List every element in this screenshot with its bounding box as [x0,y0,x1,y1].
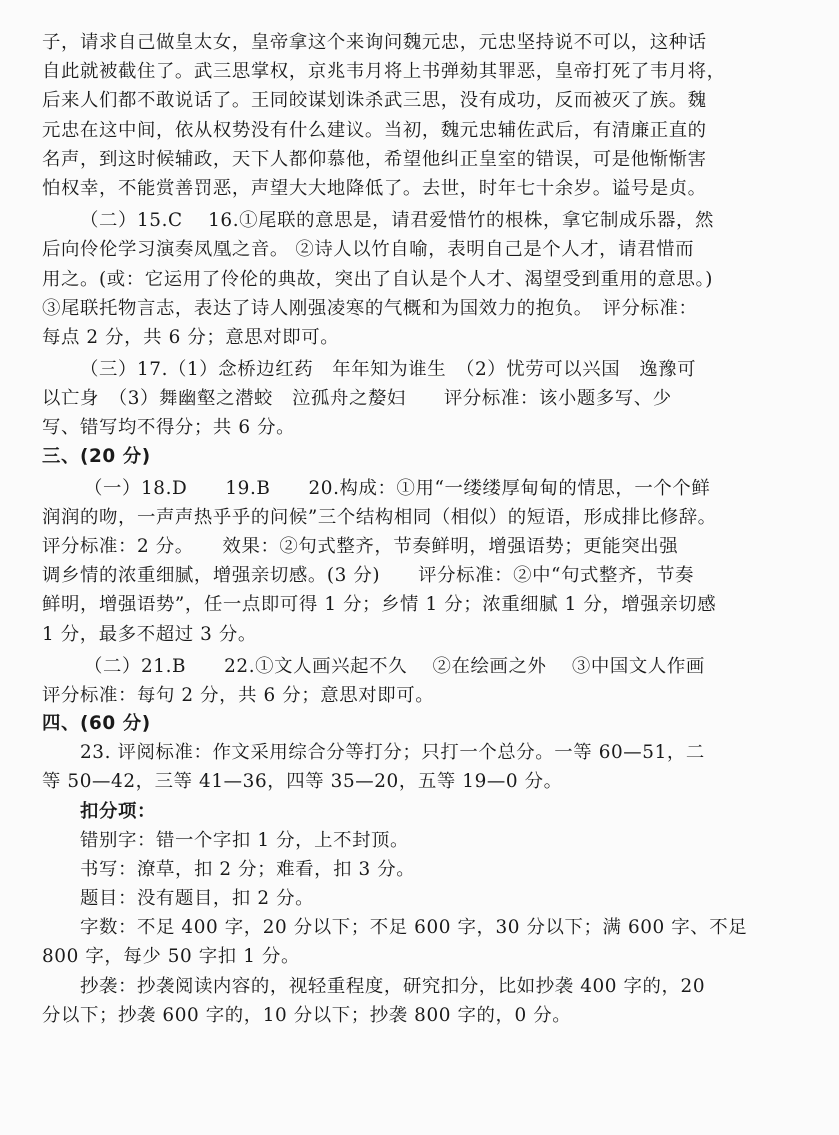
q14-line: 自此就被截住了。武三思掌权，京兆韦月将上书弹劾其罪恶，皇帝打死了韦月将， [42,61,726,83]
plagiarism-rule: 分以下；抄袭 600 字的，10 分以下；抄袭 800 字的，0 分。 [42,1004,572,1026]
page-content [42,28,804,1030]
dictation-answer-line: 以亡身 （3）舞幽壑之潜蛟 泣孤舟之嫠妇 评分标准：该小题多写、少 [42,388,672,410]
q14-line: 子，请求自己做皇太女，皇帝拿这个来询问魏元忠，元忠坚持说不可以，这种话 [42,32,707,53]
modern-reading-line: 评分标准：2 分。 效果：②句式整齐，节奏鲜明，增强语势；更能突出强 [42,536,679,557]
dictation-answer-line: （三）17.（1）念桥边红药 年年知为谁生 （2）忧劳可以兴国 逸豫可 [80,359,697,381]
word-count-rule: 800 字，每少 50 字扣 1 分。 [42,946,300,968]
q14-line: 怕权幸，不能赏善罚恶，声望大大地降低了。去世，时年七十余岁。谥号是贞。 [42,177,707,199]
modern-reading-line: 1 分，最多不超过 3 分。 [42,623,257,645]
essay-criteria-line: 等 50—42，三等 41—36，四等 35—20，五等 19—0 分。 [42,771,563,793]
literati-painting-line: （二）21.B 22.①文人画兴起不久 ②在绘画之外 ③中国文人作画 [84,655,705,677]
essay-criteria-block [42,738,804,1030]
word-count-rule: 字数：不足 400 字，20 分以下；不足 600 字，30 分以下；满 600 字、不足 [80,917,748,939]
q14-line: 元忠在这中间，依从权势没有什么建议。当初，魏元忠辅佐武后，有清廉正直的 [42,119,707,141]
modern-reading-line: 润润的吻，一声声热乎乎的问候”三个结构相同（相似）的短语，形成排比修辞。 [42,506,717,528]
poetry-answer-line: ③尾联托物言志，表达了诗人刚强凌寒的气概和为国效力的抱负。 评分标准： [42,297,698,319]
deductions-heading: 扣分项： [80,800,156,822]
part-three-heading: 三、(20 分) [42,445,151,467]
poetry-answer-line: 后向伶伦学习演奏凤凰之音。 ②诗人以竹自喻，表明自己是个人才，请君惜而 [42,239,695,261]
poetry-answers-block [42,206,804,352]
literati-painting-line: 评分标准：每句 2 分，共 6 分；意思对即可。 [42,684,435,706]
dictation-answer-line: 写、错写均不得分；共 6 分。 [42,417,296,439]
modern-reading-block [42,474,804,649]
typo-rule: 错别字：错一个字扣 1 分，上不封顶。 [80,829,410,851]
modern-reading-line: 鲜明，增强语势”，任一点即可得 1 分；乡情 1 分；浓重细腻 1 分，增强亲切感 [42,594,717,616]
q14-line: 名声，到这时候辅政，天下人都仰慕他，希望他纠正皇室的错误，可是他惭惭害 [42,148,707,170]
q14-translation-block [42,28,804,203]
plagiarism-rule: 抄袭：抄袭阅读内容的，视轻重程度，研究扣分，比如抄袭 400 字的，20 [80,975,706,997]
handwriting-rule: 书写：潦草，扣 2 分；难看，扣 3 分。 [80,858,416,880]
title-rule: 题目：没有题目，扣 2 分。 [80,888,315,910]
poetry-answer-line: 用之。(或：它运用了伶伦的典故，突出了自认是个人才、渴望受到重用的意思。) [42,268,714,290]
essay-criteria-line: 23. 评阅标准：作文采用综合分等打分；只打一个总分。一等 60—51，二 [80,742,705,764]
modern-reading-line: （一）18.D 19.B 20.构成：①用“一缕缕厚甸甸的情思，一个个鲜 [84,477,711,499]
poetry-answer-line: 每点 2 分，共 6 分；意思对即可。 [42,326,340,348]
part-four-heading: 四、(60 分) [42,713,151,735]
modern-reading-line: 调乡情的浓重细腻，增强亲切感。(3 分) 评分标准：②中“句式整齐，节奏 [42,565,694,587]
dictation-answers-block [42,355,804,443]
literati-painting-block [42,652,804,710]
q14-line: 后来人们都不敢说话了。王同皎谋划诛杀武三思，没有成功，反而被灭了族。魏 [42,90,707,112]
poetry-answer-line: （二）15.C 16.①尾联的意思是，请君爱惜竹的根株，拿它制成乐器，然 [80,210,714,232]
